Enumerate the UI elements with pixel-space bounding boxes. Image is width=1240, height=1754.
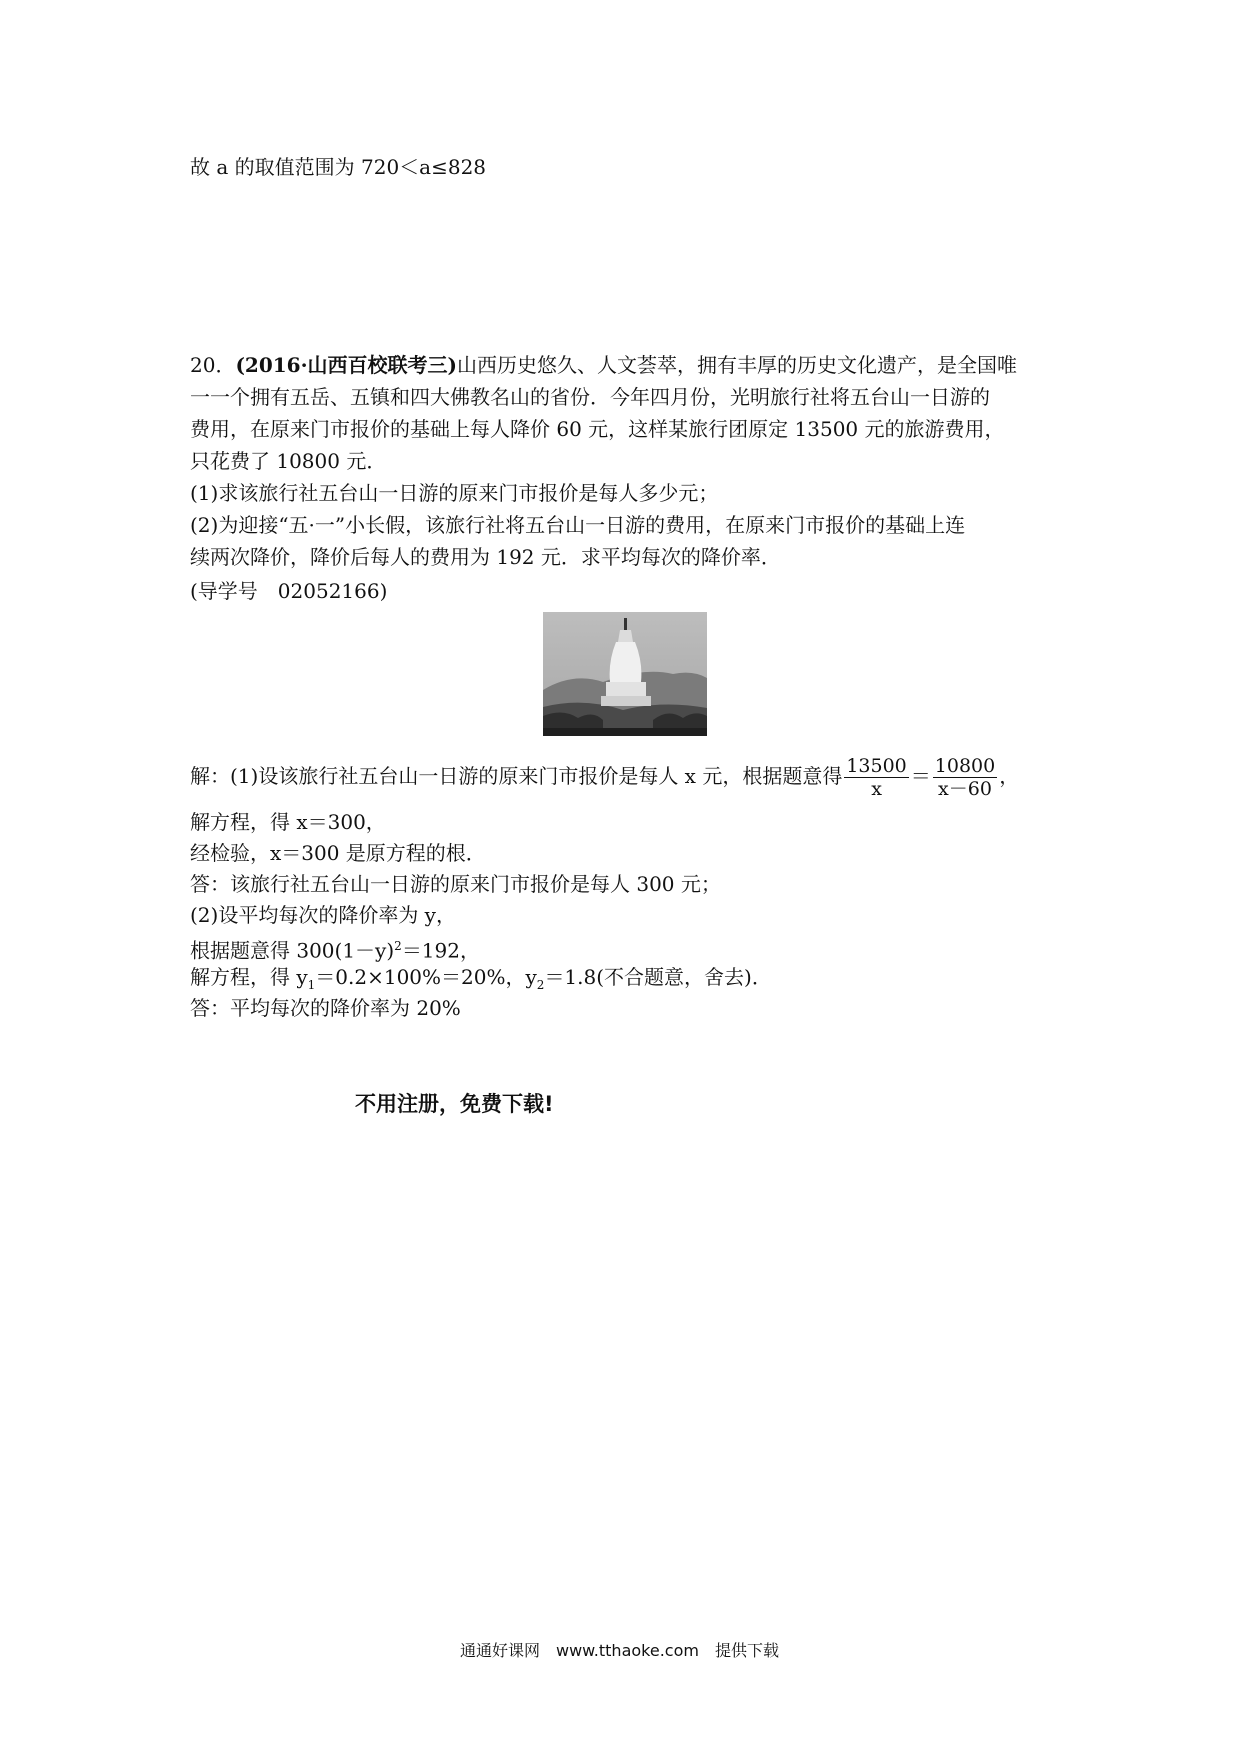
question-2-line-2: 续两次降价，降价后每人的费用为 192 元．求平均每次的降价率． <box>190 545 781 569</box>
fraction-1-denominator: x <box>871 778 882 800</box>
solution-line-6 <box>190 932 480 965</box>
problem-line-4: 只花费了 10800 元． <box>190 449 387 473</box>
previous-answer: 故 a 的取值范围为 720＜a≤828 <box>190 155 487 179</box>
solution-line-3: 经检验，x＝300 是原方程的根． <box>190 841 486 865</box>
equals-sign: ＝ <box>910 764 931 788</box>
promo-text: 不用注册，免费下载! <box>355 1092 554 1116</box>
solution-line-7-b: ＝0.2×100%＝20%，y <box>315 965 537 989</box>
problem-source: (2016·山西百校联考三) <box>235 353 458 377</box>
fraction-2-denominator: x－60 <box>938 778 992 800</box>
fraction-2 <box>933 755 997 800</box>
solution-line-7-c: ＝1.8(不合题意，舍去)． <box>544 965 772 989</box>
solution-line-8: 答：平均每次的降价率为 20% <box>190 996 461 1020</box>
question-1: (1)求该旅行社五台山一日游的原来门市报价是每人多少元； <box>190 481 719 505</box>
solution-line-2: 解方程，得 x＝300， <box>190 810 386 834</box>
problem-line-3: 费用，在原来门市报价的基础上每人降价 60 元，这样某旅行团原定 13500 元的旅游费用， <box>190 417 1005 441</box>
solution-line-1-end: ， <box>999 764 1020 788</box>
solution-line-6-pre: 根据题意得 300(1－y) <box>190 938 395 963</box>
problem-line-2: 一一个拥有五岳、五镇和四大佛教名山的省份．今年四月份，光明旅行社将五台山一日游的 <box>190 385 990 409</box>
guide-number: (导学号 02052166) <box>190 579 388 603</box>
solution-line-7-a: 解方程，得 y <box>190 965 308 989</box>
solution-line-1 <box>190 752 1019 800</box>
fraction-1 <box>844 755 908 800</box>
fraction-2-numerator: 10800 <box>934 755 996 777</box>
subscript-2: 2 <box>536 978 545 992</box>
subscript-1: 1 <box>307 978 316 992</box>
fraction-1-numerator: 13500 <box>846 755 907 777</box>
problem-number: 20． <box>190 353 236 377</box>
solution-line-4: 答：该旅行社五台山一日游的原来门市报价是每人 300 元； <box>190 872 721 896</box>
question-2-line-1: (2)为迎接“五·一”小长假，该旅行社将五台山一日游的费用，在原来门市报价的基础上连 <box>190 513 966 537</box>
solution-line-5: (2)设平均每次的降价率为 y， <box>190 903 456 927</box>
problem-line-1 <box>190 351 1017 379</box>
exponent: 2 <box>394 939 402 953</box>
solution-intro: 解：(1)设该旅行社五台山一日游的原来门市报价是每人 x 元，根据题意得 <box>190 764 843 788</box>
pagoda-photo <box>543 612 707 736</box>
footer-text: 通通好课网 www.tthaoke.com 提供下载 <box>460 1641 779 1660</box>
solution-line-6-post: ＝192， <box>401 938 480 963</box>
problem-text-1: 山西历史悠久、人文荟萃，拥有丰厚的历史文化遗产，是全国唯 <box>457 353 1018 377</box>
